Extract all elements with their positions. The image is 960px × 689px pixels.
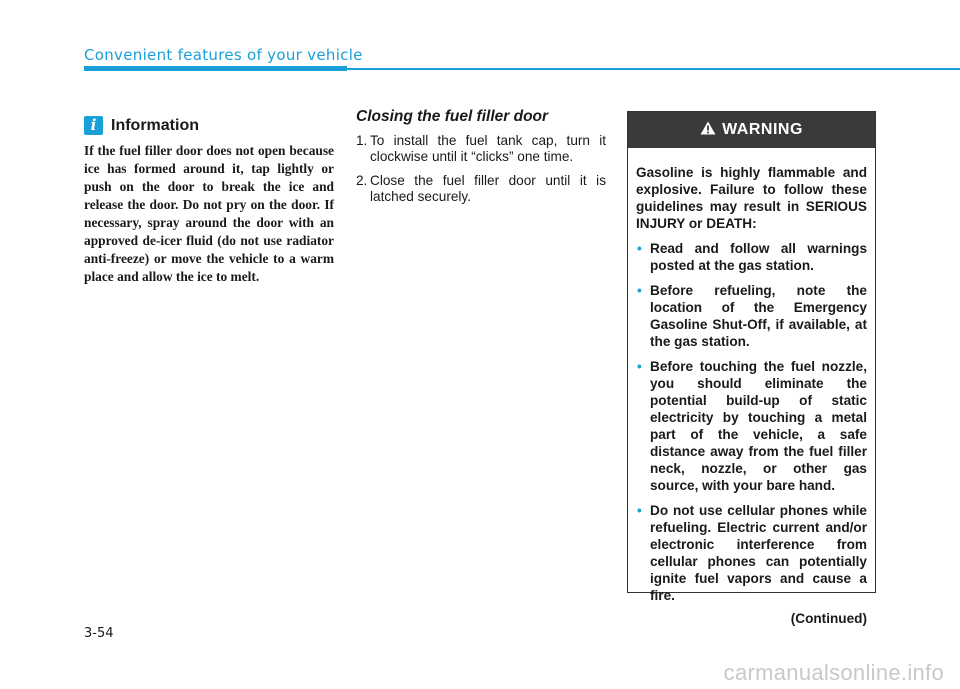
- closing-heading: Closing the fuel filler door: [356, 108, 549, 125]
- step-item: [356, 133, 606, 165]
- page-number: 3-54: [84, 626, 114, 641]
- info-i-icon: i: [84, 116, 103, 135]
- closing-steps: [356, 133, 606, 213]
- bullet-icon: •: [637, 359, 642, 374]
- bullet-icon: •: [637, 283, 642, 298]
- watermark: carmanualsonline.info: [723, 660, 944, 685]
- warning-item: [636, 240, 867, 274]
- warning-item-text: Before refueling, note the location of the Emergency Gasoline Shut-Off, if available, at the gas station.: [650, 283, 867, 349]
- warning-title: WARNING: [722, 121, 803, 138]
- information-title: Information: [111, 116, 199, 134]
- step-text: To install the fuel tank cap, turn it clockwise until it “clicks” one time.: [370, 133, 606, 164]
- warning-item-text: Read and follow all warnings posted at the gas station.: [650, 241, 867, 273]
- warning-box: [627, 111, 876, 626]
- warning-intro: Gasoline is highly flammable and explosive. Failure to follow these guidelines may result in SERIOUS INJURY or DEATH:: [636, 165, 867, 231]
- warning-item-text: Do not use cellular phones while refueling. Electric current and/or electronic interference from cellular phones can potentially ignite fuel vapors and cause a fire.: [650, 503, 867, 603]
- warning-item: [636, 502, 867, 604]
- continued-note: (Continued): [790, 611, 867, 626]
- information-body: If the fuel filler door does not open because ice has formed around it, tap lightly or push on the door to break the ice and release the door. Do not pry on the door. If necessary, spray around the door with an approved de-icer fluid (do not use radiator anti-freeze) or move the vehicle to a warm place and allow the ice to melt.: [84, 143, 334, 284]
- warning-item-text: Before touching the fuel nozzle, you should eliminate the potential build-up of static electricity by touching a metal part of the vehicle, a safe distance away from the fuel filler neck, nozzle, or other gas source, with your bare hand.: [650, 359, 867, 493]
- warning-item: [636, 282, 867, 350]
- warning-item: [636, 358, 867, 494]
- step-item: [356, 173, 606, 205]
- bullet-icon: •: [637, 503, 642, 518]
- step-text: Close the fuel filler door until it is latched securely.: [370, 173, 606, 204]
- header-rule: [347, 68, 960, 70]
- information-heading: [84, 116, 199, 135]
- warning-content: [628, 148, 875, 627]
- warning-header: [628, 112, 875, 148]
- header-accent-bar: [84, 66, 347, 71]
- bullet-icon: •: [637, 241, 642, 256]
- step-number: 1.: [356, 133, 368, 148]
- step-number: 2.: [356, 173, 368, 188]
- warning-list: [636, 240, 867, 604]
- warning-triangle-icon: [700, 121, 716, 140]
- section-header-title: Convenient features of your vehicle: [84, 46, 363, 64]
